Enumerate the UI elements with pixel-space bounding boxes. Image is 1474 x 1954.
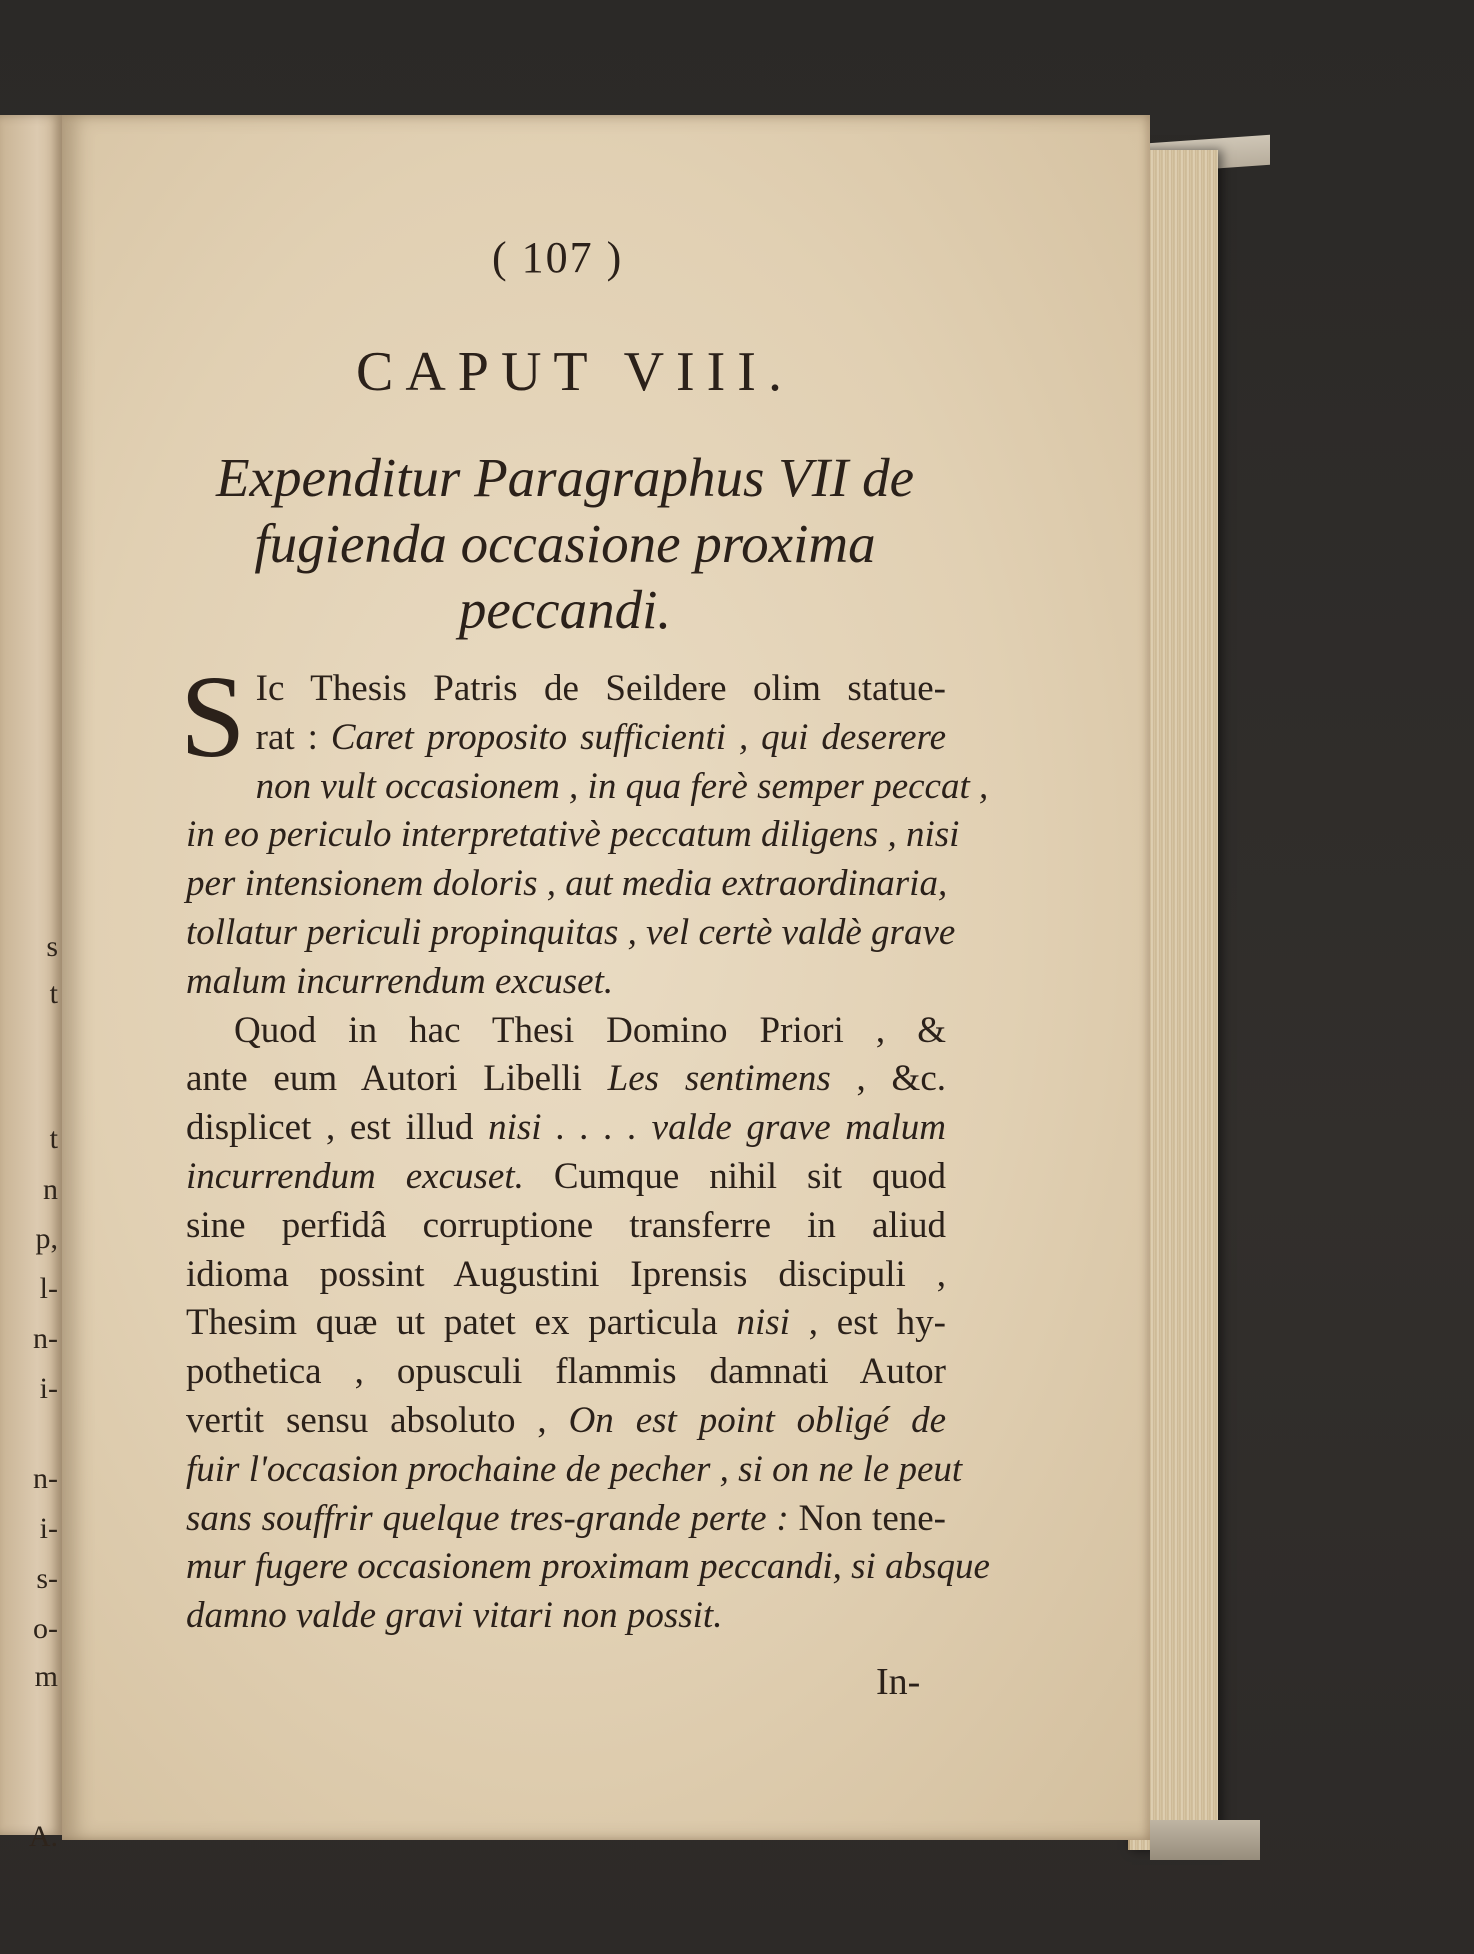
text-line: incurrendum excuset. Cumque nihil sit quod bbox=[186, 1155, 946, 1197]
text-line: ante eum Autori Libelli Les sentimens , &c. bbox=[186, 1058, 947, 1100]
left-page-fragment: p, bbox=[35, 1222, 58, 1255]
text-line: pothetica , opusculi flammis damnati Autor bbox=[186, 1351, 946, 1393]
left-page-fragment: n- bbox=[33, 1322, 58, 1355]
text-line: tollatur periculi propinquitas , vel certè valdè grave bbox=[186, 911, 956, 953]
text-line: non vult occasionem , in qua ferè semper peccat , bbox=[255, 765, 989, 807]
text-line: displicet , est illud nisi . . . . valde grave malum bbox=[186, 1107, 946, 1149]
text-line: per intensionem doloris , aut media extraordinaria, bbox=[186, 863, 948, 905]
text-line: in eo periculo interpretativè peccatum diligens , nisi bbox=[186, 814, 960, 856]
text-line: sans souffrir quelque tres-grande perte : Non tene- bbox=[186, 1497, 946, 1539]
text-line: idioma possint Augustini Iprensis discipuli , bbox=[186, 1253, 946, 1295]
left-page-fragment: i- bbox=[39, 1512, 58, 1545]
left-page-fragment: l- bbox=[39, 1272, 58, 1305]
page-number: ( 107 ) bbox=[492, 233, 624, 282]
chapter-heading: CAPUT VIII. bbox=[356, 341, 794, 403]
left-page-fragment: n bbox=[43, 1173, 58, 1206]
left-page-fragment: t bbox=[49, 977, 58, 1010]
body-text bbox=[180, 651, 990, 1641]
left-page-fragment: s bbox=[46, 930, 58, 963]
title-line: peccandi. bbox=[458, 579, 672, 640]
book-cover-bottom bbox=[1150, 1820, 1260, 1860]
left-page-edge bbox=[0, 115, 62, 1853]
text-line: Ic Thesis Patris de Seildere olim statue- bbox=[255, 668, 946, 709]
title-line: Expenditur Paragraphus VII de bbox=[215, 447, 915, 508]
catchword: In- bbox=[876, 1661, 921, 1703]
left-page-fragment: o- bbox=[33, 1612, 58, 1645]
left-page-fragment: i- bbox=[39, 1372, 58, 1405]
text-line: vertit sensu absoluto , On est point obligé de bbox=[186, 1399, 946, 1441]
drop-cap: S bbox=[180, 651, 246, 782]
text-line: mur fugere occasionem proximam peccandi, si absque bbox=[186, 1546, 990, 1588]
left-page-fragment: A. bbox=[28, 1820, 58, 1853]
text-line: damno valde gravi vitari non possit. bbox=[186, 1595, 723, 1637]
left-page-fragment: s- bbox=[36, 1562, 58, 1595]
chapter-title bbox=[170, 445, 960, 643]
left-page-fragment: t bbox=[49, 1122, 58, 1155]
text-line: malum incurrendum excuset. bbox=[186, 960, 614, 1002]
text-line: Thesim quæ ut patet ex particula nisi , est hy- bbox=[186, 1302, 946, 1344]
title-line: fugienda occasione proxima bbox=[254, 513, 876, 574]
text-line: Quod in hac Thesi Domino Priori , & bbox=[234, 1009, 946, 1051]
text-line: fuir l'occasion prochaine de pecher , si on ne le peut bbox=[186, 1448, 963, 1490]
text-line: rat : Caret proposito sufficienti , qui deserere bbox=[255, 716, 946, 758]
left-page-fragment: m bbox=[34, 1660, 58, 1693]
text-line: sine perfidâ corruptione transferre in aliud bbox=[186, 1204, 946, 1246]
left-page-fragment: n- bbox=[33, 1462, 58, 1495]
